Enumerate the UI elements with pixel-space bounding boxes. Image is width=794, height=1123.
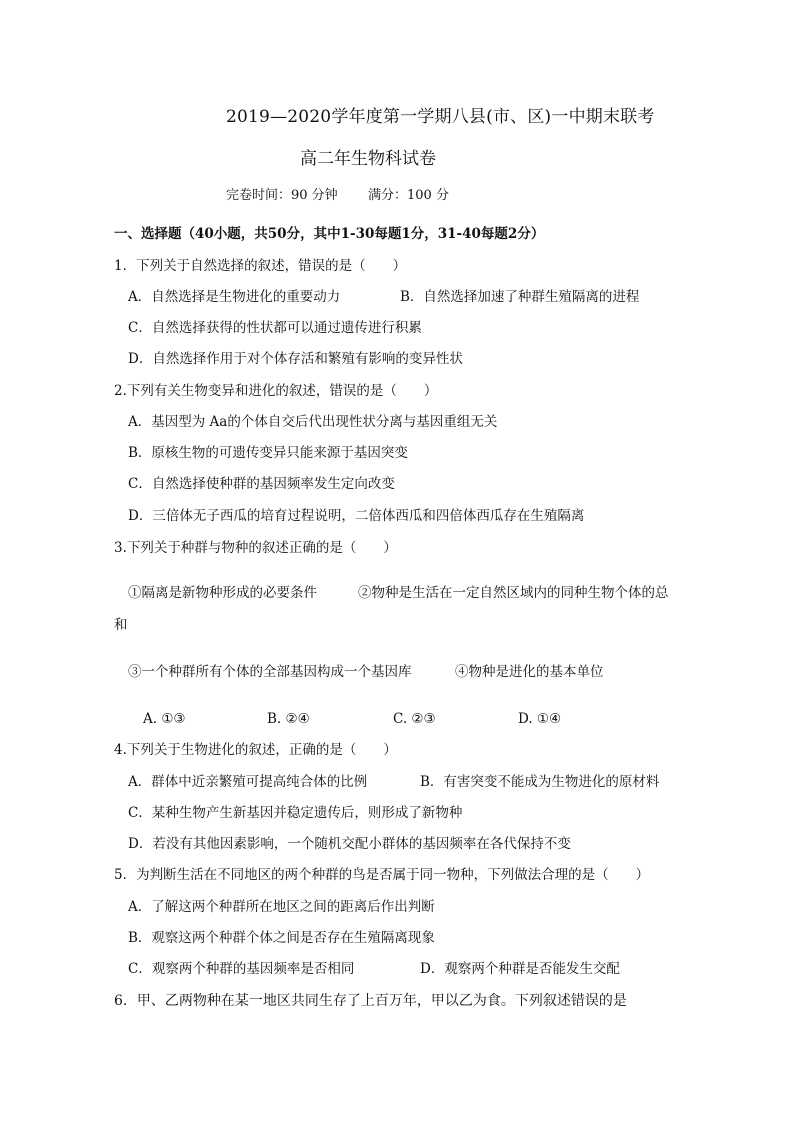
question-2-option-b: B．原核生物的可遗传变异只能来源于基因突变 — [128, 445, 408, 461]
question-2-stem: 2.下列有关生物变异和进化的叙述，错误的是（ ） — [114, 383, 438, 399]
question-3-option-c: C. ②③ — [393, 711, 436, 727]
question-1-option-d: D．自然选择作用于对个体存活和繁殖有影响的变异性状 — [128, 351, 463, 367]
question-4-stem: 4.下列关于生物进化的叙述，正确的是（ ） — [114, 742, 397, 758]
question-3-statement-2: ②物种是生活在一定自然区域内的同种生物个体的总 — [358, 585, 669, 601]
exam-score: 满分：100 分 — [368, 188, 449, 203]
question-3-option-d: D. ①④ — [518, 711, 562, 727]
question-4-option-c: C．某种生物产生新基因并稳定遗传后，则形成了新物种 — [128, 805, 463, 821]
question-2-option-c: C．自然选择使种群的基因频率发生定向改变 — [128, 476, 395, 492]
question-2-option-a: A．基因型为 Aa的个体自交后代出现性状分离与基因重组无关 — [128, 414, 498, 430]
question-5-option-a: A．了解这两个种群所在地区之间的距离后作出判断 — [128, 899, 435, 915]
exam-subtitle: 高二年生物科试卷 — [300, 149, 436, 169]
question-4-option-b: B．有害突变不能成为生物进化的原材料 — [420, 774, 660, 790]
question-1-option-a: A．自然选择是生物进化的重要动力 — [128, 289, 341, 305]
question-1-option-c: C．自然选择获得的性状都可以通过遗传进行积累 — [128, 320, 422, 336]
question-3-statement-3: ③一个种群所有个体的全部基因构成一个基因库 — [128, 664, 412, 680]
question-1-stem: 1．下列关于自然选择的叙述，错误的是（ ） — [114, 258, 407, 274]
question-5-stem: 5．为判断生活在不同地区的两个种群的鸟是否属于同一物种，下列做法合理的是（ ） — [114, 867, 650, 883]
question-3-statement-4: ④物种是进化的基本单位 — [455, 664, 604, 680]
question-4-option-a: A．群体中近亲繁殖可提高纯合体的比例 — [128, 774, 368, 790]
question-5-option-d: D．观察两个种群是否能发生交配 — [420, 961, 620, 977]
question-3-option-b: B. ②④ — [267, 711, 310, 727]
question-3-statement-2-continued: 和 — [114, 617, 128, 633]
question-1-option-b: B．自然选择加速了种群生殖隔离的进程 — [400, 289, 640, 305]
section-heading: 一、选择题（40小题，共50分，其中1-30每题1分，31-40每题2分） — [114, 226, 545, 242]
exam-title: 2019—2020学年度第一学期八县(市、区)一中期末联考 — [226, 107, 655, 127]
question-4-option-d: D．若没有其他因素影响，一个随机交配小群体的基因频率在各代保持不变 — [128, 836, 571, 852]
question-3-stem: 3.下列关于种群与物种的叙述正确的是（ ） — [114, 540, 397, 556]
question-5-option-b: B．观察这两个种群个体之间是否存在生殖隔离现象 — [128, 930, 435, 946]
question-3-statement-1: ①隔离是新物种形成的必要条件 — [128, 585, 317, 601]
question-5-option-c: C．观察两个种群的基因频率是否相同 — [128, 961, 355, 977]
question-2-option-d: D．三倍体无子西瓜的培育过程说明，二倍体西瓜和四倍体西瓜存在生殖隔离 — [128, 508, 585, 524]
exam-time: 完卷时间：90 分钟 — [226, 188, 338, 203]
question-3-option-a: A. ①③ — [143, 711, 186, 727]
question-6-stem: 6．甲、乙两物种在某一地区共同生存了上百万年，甲以乙为食。下列叙述错误的是 — [114, 993, 627, 1009]
